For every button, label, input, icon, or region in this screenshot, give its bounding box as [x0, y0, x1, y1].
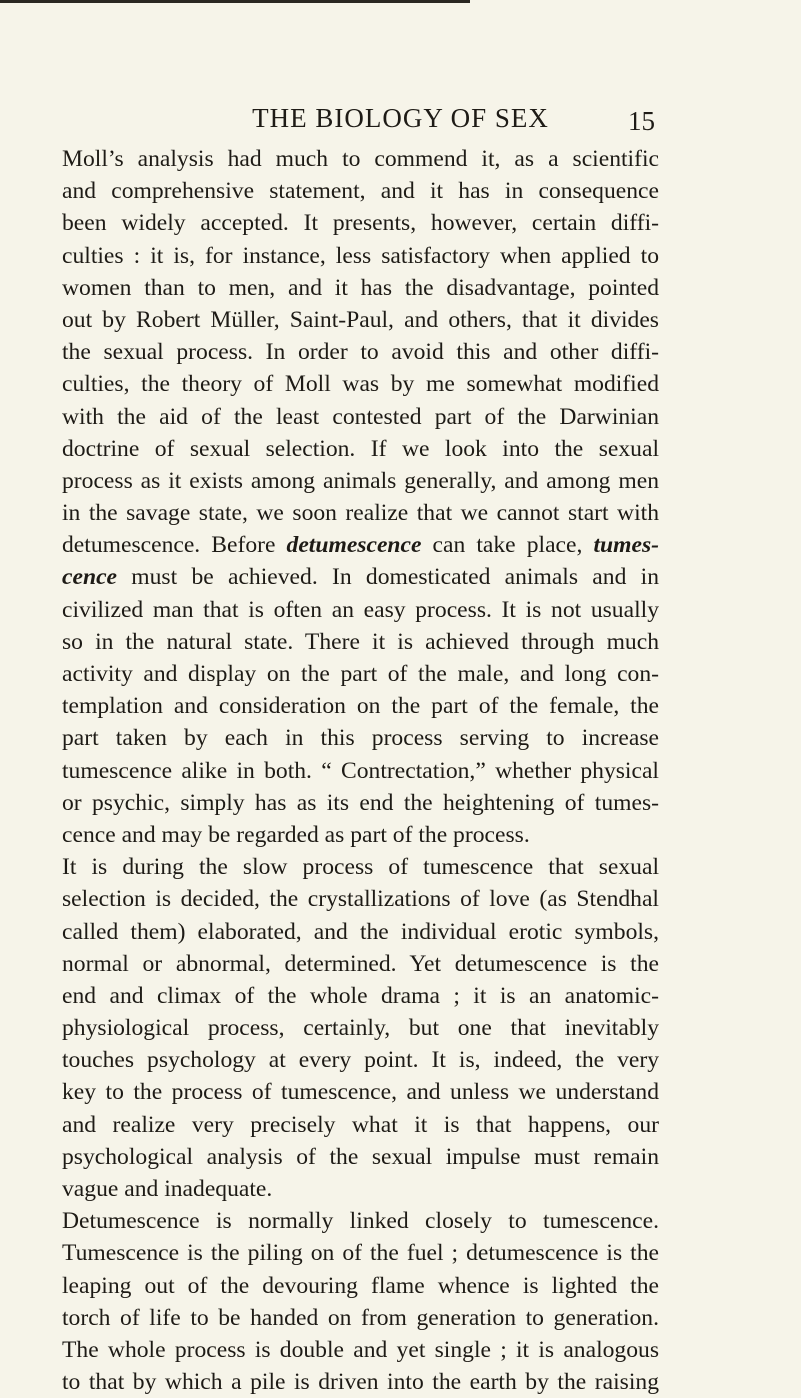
text-line-with-italics — [62, 561, 659, 593]
page-header — [0, 98, 801, 138]
text-line: so in the natural state. There it is achieved through much — [62, 628, 659, 655]
text-line: cence and may be regarded as part of the process. — [62, 821, 530, 848]
text-line: part taken by each in this process serving to increase — [62, 725, 659, 752]
running-title: THE BIOLOGY OF SEX — [252, 103, 549, 133]
text-line: The whole process is double and yet single ; it is analogous — [62, 1336, 659, 1363]
text-line: Moll’s analysis had much to commend it, as a scientific — [62, 146, 659, 172]
text-line-with-italics — [62, 529, 659, 561]
text-line: templation and consideration on the part of the female, the — [62, 693, 659, 720]
text-line: It is during the slow process of tumescence that sexual — [62, 854, 659, 881]
text-line: civilized man that is often an easy process. It is not usually — [62, 596, 659, 623]
text-line: activity and display on the part of the male, and long con- — [62, 661, 659, 687]
text-line: culties, the theory of Moll was by me somewhat modified — [62, 371, 659, 398]
text-line: vague and inadequate. — [62, 1176, 273, 1202]
text-line: process as it exists among animals generally, and among men — [62, 467, 659, 494]
text-run: must be achieved. In domesticated animals and in — [117, 564, 659, 591]
text-line: been widely accepted. It presents, however, certain diffi- — [62, 210, 659, 237]
text-line: physiological process, certainly, but one that inevitably — [62, 1015, 659, 1042]
text-line: in the savage state, we soon realize that we cannot start with — [62, 500, 659, 527]
text-line: psychological analysis of the sexual impulse must remain — [62, 1143, 659, 1170]
text-line: torch of life to be handed on from generation to generation. — [62, 1304, 659, 1331]
text-line: touches psychology at every point. It is, indeed, the very — [62, 1047, 659, 1074]
text-line: Tumescence is the piling on of the fuel ; detumescence is the — [62, 1240, 659, 1267]
text-line: to that by which a pile is driven into the earth by the raising — [62, 1369, 659, 1396]
text-run: can take place, — [421, 532, 594, 559]
text-line: women than to men, and it has the disadvantage, pointed — [62, 274, 659, 301]
text-line: end and climax of the whole drama ; it is an anatomic- — [62, 982, 659, 1009]
page-number: 15 — [628, 106, 655, 136]
italic-term-cence: cence — [62, 564, 118, 591]
text-line: leaping out of the devouring flame whence is lighted the — [62, 1272, 659, 1299]
text-line: key to the process of tumescence, and unless we understand — [62, 1079, 659, 1106]
text-run: detumescence. Before — [62, 532, 287, 559]
text-line: and realize very precisely what it is that happens, our — [62, 1111, 659, 1138]
top-rule — [0, 0, 470, 3]
text-line: out by Robert Müller, Saint-Paul, and others, that it divides — [62, 306, 659, 333]
italic-term-tumescence: tumes- — [593, 532, 659, 559]
italic-term-detumescence: detumescence — [286, 532, 422, 559]
text-line: with the aid of the least contested part of the Darwinian — [62, 403, 659, 430]
text-line: selection is decided, the crystallizations of love (as Stendhal — [62, 886, 659, 913]
text-line: tumescence alike in both. “ Contrectation,” whether physical — [62, 757, 659, 784]
text-line: doctrine of sexual selection. If we look into the sexual — [62, 435, 659, 462]
body-text — [62, 143, 659, 1398]
text-line: called them) elaborated, and the individual erotic symbols, — [62, 918, 659, 945]
text-line: or psychic, simply has as its end the heightening of tumes- — [62, 789, 659, 816]
text-line: and comprehensive statement, and it has in consequence — [62, 178, 659, 205]
text-line: normal or abnormal, determined. Yet detumescence is the — [62, 950, 659, 977]
text-line: Detumescence is normally linked closely to tumescence. — [62, 1208, 659, 1235]
text-line: the sexual process. In order to avoid this and other diffi- — [62, 339, 659, 366]
text-line: culties : it is, for instance, less satisfactory when applied to — [62, 242, 659, 269]
